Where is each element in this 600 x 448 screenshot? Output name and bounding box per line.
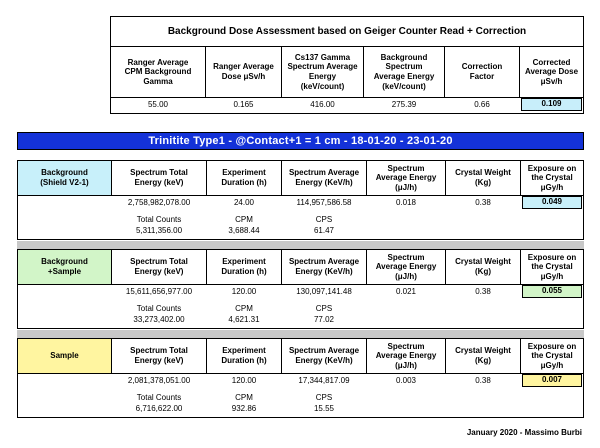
bgs-cps-label: CPS (315, 304, 333, 313)
s-cps: 15.55 (313, 404, 335, 413)
top-header-corrected-dose: Corrected Average Dose μSv/h (519, 46, 584, 98)
bgs-total-counts-label: Total Counts (136, 304, 182, 313)
bg-cps: 61.47 (313, 226, 335, 235)
top-value-corrected-dose: 0.109 (521, 98, 582, 111)
top-header-correction: Correction Factor (444, 46, 520, 98)
bgs-value-exposure: 0.055 (522, 285, 582, 298)
top-header-bg-energy: Background Spectrum Average Energy (keV/count) (363, 46, 445, 98)
s-cps-label: CPS (315, 393, 333, 402)
s-value-duration: 120.00 (231, 376, 257, 385)
bgs-total-counts: 33,273,402.00 (133, 315, 185, 324)
bgs-header-avg-energy-uj: Spectrum Average Energy (μJ/h) (366, 249, 446, 285)
bg-header-crystal-weight: Crystal Weight (Kg) (445, 160, 521, 196)
bg-value-total-energy: 2,758,982,078.00 (127, 198, 191, 207)
bg-value-duration: 24.00 (233, 198, 255, 207)
top-value-cpm: 55.00 (147, 100, 169, 109)
footer-credit: January 2020 - Massimo Burbi (466, 428, 582, 437)
bg-header-avg-energy-kev: Spectrum Average Energy (KeV/h) (281, 160, 367, 196)
bg-header-duration: Experiment Duration (h) (206, 160, 282, 196)
bg-value-avg-energy-uj: 0.018 (395, 198, 417, 207)
bgs-header-exposure: Exposure on the Crystal μGy/h (520, 249, 584, 285)
s-header-avg-energy-kev: Spectrum Average Energy (KeV/h) (281, 338, 367, 374)
bg-header-total-energy: Spectrum Total Energy (keV) (111, 160, 207, 196)
top-value-bg-energy: 275.39 (391, 100, 417, 109)
s-value-avg-energy-kev: 17,344,817.09 (298, 376, 350, 385)
bgs-value-total-energy: 15,611,656,977.00 (125, 287, 193, 296)
bg-header-avg-energy-uj: Spectrum Average Energy (μJ/h) (366, 160, 446, 196)
bgs-cpm-label: CPM (235, 304, 253, 313)
section-divider (17, 330, 584, 338)
bgs-cps: 77.02 (313, 315, 335, 324)
s-total-counts: 6,716,622.00 (135, 404, 183, 413)
section-sample-label: Sample (17, 338, 112, 374)
s-value-total-energy: 2,081,378,051.00 (127, 376, 191, 385)
bgs-value-duration: 120.00 (231, 287, 257, 296)
top-header-dose: Ranger Average Dose μSv/h (205, 46, 282, 98)
s-header-total-energy: Spectrum Total Energy (keV) (111, 338, 207, 374)
s-header-crystal-weight: Crystal Weight (Kg) (445, 338, 521, 374)
s-value-exposure: 0.007 (522, 374, 582, 387)
top-value-cs137: 416.00 (310, 100, 335, 109)
bg-total-counts: 5,311,356.00 (135, 226, 183, 235)
s-total-counts-label: Total Counts (136, 393, 182, 402)
bg-cps-label: CPS (315, 215, 333, 224)
bgs-header-duration: Experiment Duration (h) (206, 249, 282, 285)
bgs-cpm: 4,621.31 (228, 315, 260, 324)
top-header-cpm: Ranger Average CPM Background Gamma (110, 46, 206, 98)
bgs-value-avg-energy-kev: 130,097,141.48 (296, 287, 352, 296)
bgs-header-avg-energy-kev: Spectrum Average Energy (KeV/h) (281, 249, 367, 285)
top-value-dose: 0.165 (233, 100, 254, 109)
bg-cpm-label: CPM (235, 215, 253, 224)
bg-value-crystal-weight: 0.38 (475, 198, 491, 207)
bgs-header-crystal-weight: Crystal Weight (Kg) (445, 249, 521, 285)
bg-cpm: 3,688.44 (228, 226, 260, 235)
s-cpm: 932.86 (231, 404, 257, 413)
s-header-duration: Experiment Duration (h) (206, 338, 282, 374)
top-value-correction: 0.66 (474, 100, 490, 109)
top-table-title: Background Dose Assessment based on Geiger Counter Read + Correction (110, 16, 584, 47)
s-header-exposure: Exposure on the Crystal μGy/h (520, 338, 584, 374)
bgs-value-crystal-weight: 0.38 (475, 287, 491, 296)
top-header-cs137: Cs137 Gamma Spectrum Average Energy (keV/count) (281, 46, 364, 98)
bg-total-counts-label: Total Counts (136, 215, 182, 224)
section-divider (17, 241, 584, 249)
experiment-banner-text: Trinitite Type1 - @Contact+1 = 1 cm - 18-01-20 - 23-01-20 (148, 135, 453, 147)
bgs-header-total-energy: Spectrum Total Energy (keV) (111, 249, 207, 285)
s-value-avg-energy-uj: 0.003 (395, 376, 417, 385)
section-background-sample-label: Background +Sample (17, 249, 112, 285)
s-value-crystal-weight: 0.38 (475, 376, 491, 385)
bgs-value-avg-energy-uj: 0.021 (395, 287, 417, 296)
bg-header-exposure: Exposure on the Crystal μGy/h (520, 160, 584, 196)
s-cpm-label: CPM (235, 393, 253, 402)
experiment-banner (17, 132, 584, 150)
s-header-avg-energy-uj: Spectrum Average Energy (μJ/h) (366, 338, 446, 374)
bg-value-exposure: 0.049 (522, 196, 582, 209)
section-background-label: Background (Shield V2-1) (17, 160, 112, 196)
bg-value-avg-energy-kev: 114,957,586.58 (296, 198, 352, 207)
